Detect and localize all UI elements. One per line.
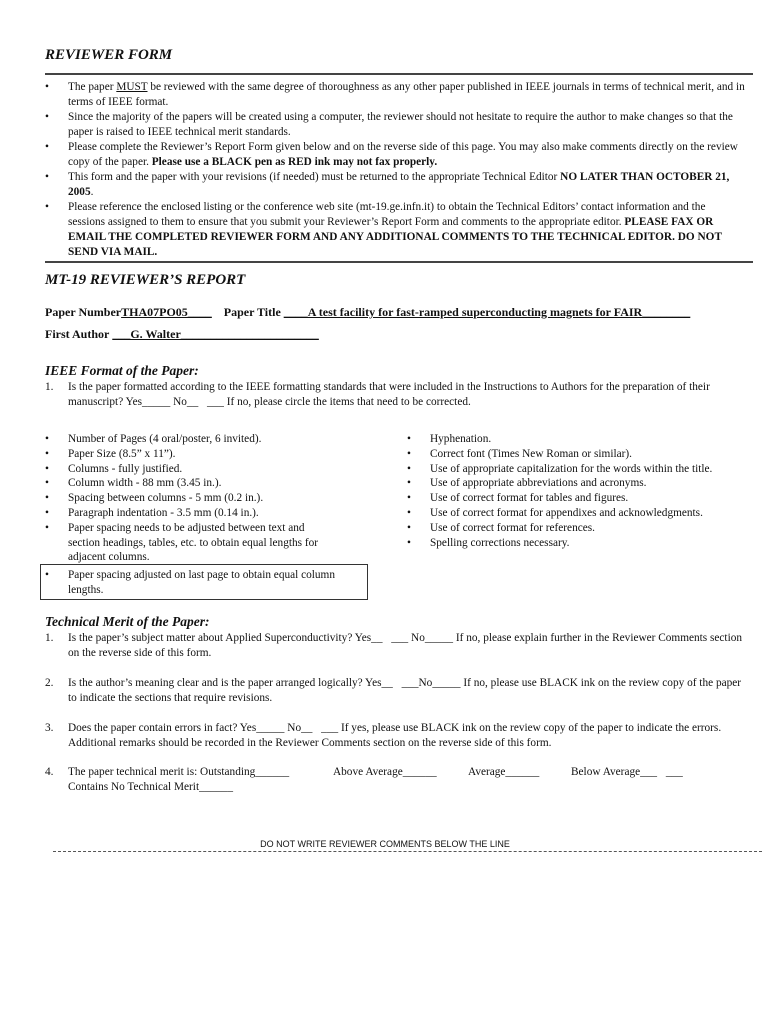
bullet-icon: • xyxy=(407,462,411,475)
question-text: Is the author’s meaning clear and is the paper arranged logically? Yes__ ___No_____ If no, please use BLACK ink on the review copy of the paper to indicate the sections that require revisions. xyxy=(68,677,742,704)
bullet-icon: • xyxy=(45,506,49,519)
bullet-icon: • xyxy=(45,171,49,183)
instruction-item xyxy=(45,80,745,110)
merit-above-average: Above Average______ xyxy=(333,766,437,778)
checklist-item xyxy=(45,491,335,506)
report-title: MT-19 REVIEWER’S REPORT xyxy=(45,272,246,288)
top-rule xyxy=(45,73,753,75)
instruction-item xyxy=(45,110,745,140)
checklist-item-text: Spacing between columns - 5 mm (0.2 in.). xyxy=(68,492,264,505)
instruction-text: Please use a BLACK pen as RED ink may not fax properly. xyxy=(151,156,438,168)
merit-question-3 xyxy=(45,721,745,751)
merit-heading: Technical Merit of the Paper: xyxy=(45,614,210,629)
checklist-item xyxy=(407,491,727,506)
bullet-icon: • xyxy=(407,536,411,549)
checklist-item xyxy=(407,447,727,462)
question-text: Is the paper’s subject matter about Applied Superconductivity? Yes__ ___ No_____ If no, please explain further in the Reviewer Comments section on the reverse side of this form. xyxy=(68,632,743,659)
instruction-text: NO LATER THAN OCTOBER 21, 2005 xyxy=(68,171,730,198)
cut-line xyxy=(53,851,762,852)
format-checklist-left xyxy=(45,432,335,565)
bullet-icon: • xyxy=(407,506,411,519)
instruction-text: . xyxy=(90,186,94,198)
bullet-icon: • xyxy=(45,477,49,490)
bullet-icon: • xyxy=(45,521,49,534)
merit-question-4 xyxy=(45,765,683,793)
format-checklist-right xyxy=(407,432,727,550)
checklist-item xyxy=(407,536,727,551)
merit-below-average: Below Average___ ___ xyxy=(571,766,683,778)
paper-number-value: THA07PO05____ xyxy=(121,305,212,319)
checklist-item-text: Correct font (Times New Roman or similar). xyxy=(430,447,632,460)
boxed-checklist-item xyxy=(45,568,368,598)
instructions-list xyxy=(45,80,745,260)
instruction-text: PLEASE FAX OR EMAIL THE COMPLETED REVIEWER FORM AND ANY ADDITIONAL COMMENTS TO THE TECHNICAL EDITOR. DO NOT SEND VIA MAIL. xyxy=(68,216,722,258)
format-question-1 xyxy=(45,380,745,410)
checklist-item-text: Columns - fully justified. xyxy=(68,462,183,475)
boxed-item-text: Paper spacing adjusted on last page to obtain equal column lengths. xyxy=(68,569,335,596)
bullet-icon: • xyxy=(45,462,49,475)
instruction-item xyxy=(45,140,745,170)
merit-no-technical: Contains No Technical Merit______ xyxy=(68,781,233,793)
section-rule xyxy=(45,261,753,263)
question-text: Does the paper contain errors in fact? Yes_____ No__ ___ If yes, please use BLACK ink on the review copy of the paper to indicate the errors. Additional remarks should be recorded in the Reviewer Comments section on the reverse side of this form. xyxy=(68,722,722,749)
question-number: 4. xyxy=(45,766,54,778)
checklist-item xyxy=(45,432,335,447)
bullet-icon: • xyxy=(45,81,49,93)
form-title: REVIEWER FORM xyxy=(45,47,173,63)
instruction-text: Since the majority of the papers will be created using a computer, the reviewer should not hesitate to require the author to make changes so that the paper is raised to IEEE technical merit standards. xyxy=(68,111,733,138)
checklist-item-text: Use of appropriate abbreviations and acronyms. xyxy=(430,477,647,490)
instruction-text: This form and the paper with your revisions (if needed) must be returned to the appropriate Technical Editor xyxy=(68,171,561,183)
paper-info-row xyxy=(45,305,690,320)
paper-number-label: Paper Number xyxy=(45,305,122,319)
merit-average: Average______ xyxy=(468,766,540,778)
bullet-icon: • xyxy=(45,447,49,460)
bullet-icon: • xyxy=(45,433,49,445)
checklist-item xyxy=(407,432,727,447)
checklist-item-text: Number of Pages (4 oral/poster, 6 invited). xyxy=(68,433,262,445)
checklist-item xyxy=(407,462,727,477)
bullet-icon: • xyxy=(45,141,49,153)
checklist-item xyxy=(45,521,335,565)
checklist-item xyxy=(407,476,727,491)
bullet-icon: • xyxy=(407,447,411,460)
question-number: 2. xyxy=(45,677,54,689)
bullet-icon: • xyxy=(45,111,49,123)
bullet-icon: • xyxy=(407,521,411,534)
checklist-item-text: Spelling corrections necessary. xyxy=(430,536,570,549)
instruction-text: be reviewed with the same degree of thoroughness as any other paper published in IEEE journals in terms of technical merit, and in terms of IEEE format. xyxy=(68,81,745,108)
instruction-item xyxy=(45,200,745,260)
question-number: 1. xyxy=(45,381,54,393)
instruction-text: The paper xyxy=(68,81,117,93)
instruction-text: MUST xyxy=(116,81,148,93)
checklist-item-text: Use of correct format for appendixes and acknowledgments. xyxy=(430,506,703,519)
checklist-item-text: Hyphenation. xyxy=(430,433,492,445)
checklist-item-text: Paper spacing needs to be adjusted between text and section headings, tables, etc. to obtain equal lengths for adjacent columns. xyxy=(68,521,319,564)
first-author-label: First Author xyxy=(45,327,110,341)
instruction-item xyxy=(45,170,745,200)
merit-outstanding: The paper technical merit is: Outstanding______ xyxy=(68,766,290,778)
checklist-item xyxy=(45,476,335,491)
checklist-item-text: Use of correct format for tables and figures. xyxy=(430,492,629,505)
checklist-item xyxy=(45,506,335,521)
question-number: 3. xyxy=(45,722,54,734)
question-text: Is the paper formatted according to the IEEE formatting standards that were included in the Instructions to Authors for the preparation of their manuscript? Yes_____ No__ ___ If no, please circle the items that need to be corrected. xyxy=(68,381,710,408)
bullet-icon: • xyxy=(45,492,49,505)
format-heading: IEEE Format of the Paper: xyxy=(45,363,199,378)
instruction-text: Please complete the Reviewer’s Report Form given below and on the reverse side of this page. You may also make comments directly on the review copy of the paper. xyxy=(68,141,738,168)
bullet-icon: • xyxy=(45,569,49,581)
checklist-item-text: Column width - 88 mm (3.45 in.). xyxy=(68,477,222,490)
question-number: 1. xyxy=(45,632,54,644)
checklist-item-text: Paragraph indentation - 3.5 mm (0.14 in.). xyxy=(68,506,259,519)
checklist-item-text: Use of correct format for references. xyxy=(430,521,595,534)
instruction-text: Please reference the enclosed listing or the conference web site (mt-19.ge.infn.it) to obtain the Technical Editors’ contact information and the sessions assigned to them to ensure that you submit your Reviewer’s Report Form and comments to the appropriate editor. xyxy=(68,201,706,228)
merit-question-1 xyxy=(45,631,745,661)
bullet-icon: • xyxy=(407,433,411,445)
checklist-item-text: Paper Size (8.5” x 11”). xyxy=(68,447,176,460)
checklist-item xyxy=(45,462,335,477)
first-author-value: ___G. Walter_______________________ xyxy=(112,327,319,341)
checklist-item xyxy=(407,506,727,521)
cut-line-label: DO NOT WRITE REVIEWER COMMENTS BELOW THE LINE xyxy=(260,839,510,849)
bullet-icon: • xyxy=(45,201,49,213)
bullet-icon: • xyxy=(407,492,411,505)
first-author-row xyxy=(45,327,319,342)
merit-question-2 xyxy=(45,676,745,706)
bullet-icon: • xyxy=(407,477,411,490)
checklist-item xyxy=(45,447,335,462)
checklist-item-text: Use of appropriate capitalization for the words within the title. xyxy=(430,462,713,475)
paper-title-value: ____A test facility for fast-ramped superconducting magnets for FAIR________ xyxy=(283,305,691,319)
checklist-item xyxy=(407,521,727,536)
paper-title-label: Paper Title xyxy=(223,305,281,319)
